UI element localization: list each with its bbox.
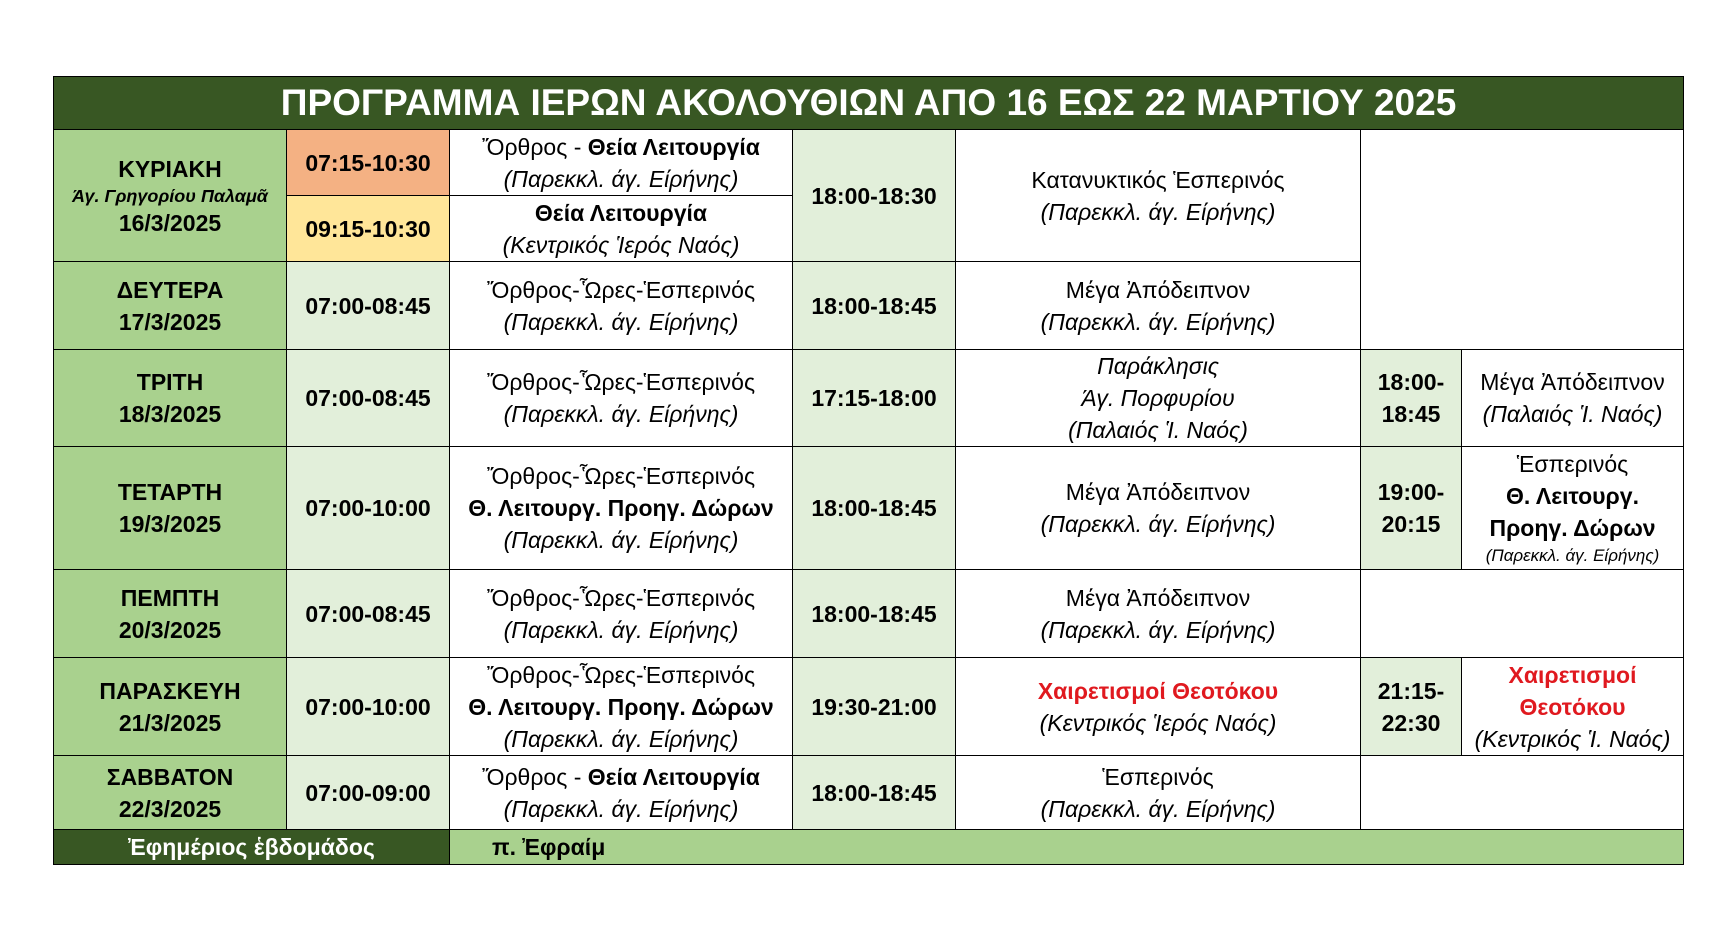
day-date: 21/3/2025 (118, 709, 222, 736)
location-text: (Παρεκκλ. άγ. Είρήνης) (503, 308, 739, 335)
service-text: Μέγα Ἀπόδειπνον (1065, 276, 1251, 303)
service-cell (450, 262, 793, 350)
time-start: 19:00- (1377, 479, 1445, 505)
service-cell (450, 756, 793, 830)
service-cell (1462, 658, 1684, 756)
time-cell: 07:15-10:30 (287, 130, 450, 196)
day-cell (54, 570, 287, 658)
day-name: ΤΡΙΤΗ (136, 369, 204, 395)
location-text: (Παρεκκλ. άγ. Είρήνης) (1485, 546, 1660, 565)
table-row-wednesday (54, 447, 1684, 570)
time-cell: 09:15-10:30 (287, 196, 450, 262)
location-text: (Παρεκκλ. άγ. Είρήνης) (1040, 308, 1276, 335)
service-cell (956, 658, 1361, 756)
service-cell (956, 350, 1361, 447)
time-cell: 07:00-10:00 (287, 658, 450, 756)
service-text-bold: Θεία Λειτουργία (587, 133, 760, 160)
time-cell: 07:00-10:00 (287, 447, 450, 570)
time-start: 21:15- (1377, 677, 1445, 704)
service-text-bold: Θεία Λειτουργία (534, 199, 708, 226)
time-cell: 17:15-18:00 (793, 350, 956, 447)
service-cell (1462, 447, 1684, 570)
location-text: (Παλαιός Ἱ. Ναός) (1482, 401, 1663, 427)
time-cell: 19:30-21:00 (793, 658, 956, 756)
time-cell: 18:00-18:45 (793, 262, 956, 350)
service-cell (1462, 350, 1684, 447)
service-text: Ἑσπερινός (1102, 763, 1214, 790)
empty-cell (1361, 756, 1684, 830)
location-text: (Παρεκκλ. άγ. Είρήνης) (1040, 198, 1276, 225)
table-row-thursday (54, 570, 1684, 658)
location-text: (Παρεκκλ. άγ. Είρήνης) (503, 165, 739, 192)
day-date: 20/3/2025 (118, 616, 222, 643)
service-text: Ὄρθρος-Ὧρες-Ἑσπερινός (486, 463, 756, 489)
location-text: (Παρεκκλ. άγ. Είρήνης) (1040, 795, 1276, 822)
service-text-bold: Θεία Λειτουργία (587, 763, 760, 790)
service-cell (450, 130, 793, 196)
location-text: (Κεντρικός Ἱερός Ναός) (1039, 709, 1277, 736)
service-text: Ὄρθρος-Ὧρες-Ἑσπερινός (486, 661, 756, 688)
service-text: Ὄρθρος-Ὧρες-Ἑσπερινός (486, 369, 756, 395)
table-row-friday (54, 658, 1684, 756)
time-cell: 07:00-09:00 (287, 756, 450, 830)
saint-name: Άγ. Γρηγορίου Παλαμᾶ (72, 185, 268, 206)
service-cell (956, 756, 1361, 830)
location-text: (Παρεκκλ. άγ. Είρήνης) (503, 527, 739, 553)
time-cell: 07:00-08:45 (287, 262, 450, 350)
time-end: 22:30 (1381, 709, 1441, 736)
location-text: (Παρεκκλ. άγ. Είρήνης) (503, 725, 739, 752)
title-row (54, 77, 1684, 130)
service-text-bold: Θ. Λειτουργ. (1506, 483, 1639, 509)
day-cell (54, 658, 287, 756)
location-text: (Παρεκκλ. άγ. Είρήνης) (503, 616, 739, 643)
service-text: Μέγα Ἀπόδειπνον (1480, 369, 1665, 395)
service-cell (450, 570, 793, 658)
day-cell (54, 262, 287, 350)
service-cell (956, 130, 1361, 262)
day-date: 19/3/2025 (118, 511, 222, 537)
service-text-bold: Προηγ. Δώρων (1489, 515, 1656, 541)
location-text: (Κεντρικός Ἱ. Ναός) (1474, 725, 1671, 752)
day-name: ΔΕΥΤΕΡΑ (116, 276, 224, 303)
day-date: 16/3/2025 (118, 209, 222, 236)
service-cell (450, 350, 793, 447)
day-date: 22/3/2025 (118, 795, 222, 822)
service-cell (450, 447, 793, 570)
day-date: 17/3/2025 (118, 308, 222, 335)
service-text: Κατανυκτικός Ἑσπερινός (1031, 166, 1285, 193)
service-text-highlight: Χαιρετισμοί (1508, 661, 1637, 688)
table-row-saturday (54, 756, 1684, 830)
time-cell (1361, 658, 1462, 756)
service-text: Ὄρθρος-Ὧρες-Ἑσπερινός (486, 276, 756, 303)
service-text-bold: Θ. Λειτουργ. Προηγ. Δώρων (468, 495, 774, 521)
time-end: 20:15 (1381, 511, 1441, 537)
service-text: Ἑσπερινός (1516, 451, 1629, 477)
service-cell (450, 196, 793, 262)
day-cell (54, 756, 287, 830)
service-text-highlight: Χαιρετισμοί Θεοτόκου (1037, 677, 1279, 704)
day-name: ΚΥΡΙΑΚΗ (118, 155, 222, 182)
time-cell: 18:00-18:30 (793, 130, 956, 262)
service-text: Ὄρθρος - (482, 763, 588, 790)
table-row-sunday (54, 130, 1684, 196)
day-cell (54, 350, 287, 447)
time-start: 18:00- (1377, 369, 1445, 395)
schedule-table (53, 76, 1684, 865)
time-end: 18:45 (1381, 401, 1441, 427)
service-text: Παράκλησις (1097, 353, 1219, 379)
location-text: (Παλαιός Ἱ. Ναός) (1068, 417, 1248, 443)
empty-cell (1361, 130, 1684, 350)
location-text: (Παρεκκλ. άγ. Είρήνης) (503, 401, 739, 427)
service-text: Μέγα Ἀπόδειπνον (1065, 584, 1251, 611)
service-cell (450, 658, 793, 756)
location-text: (Παρεκκλ. άγ. Είρήνης) (1040, 511, 1276, 537)
service-cell (956, 262, 1361, 350)
time-cell: 18:00-18:45 (793, 756, 956, 830)
time-cell: 07:00-08:45 (287, 350, 450, 447)
table-row-tuesday (54, 350, 1684, 447)
day-name: ΠΕΜΠΤΗ (120, 584, 220, 611)
time-cell (1361, 447, 1462, 570)
service-cell (956, 447, 1361, 570)
footer-value: π. Ἐφραίμ (450, 830, 1684, 865)
footer-row (54, 830, 1684, 865)
day-cell (54, 447, 287, 570)
time-cell: 18:00-18:45 (793, 447, 956, 570)
service-text-highlight: Θεοτόκου (1519, 693, 1626, 720)
time-cell: 18:00-18:45 (793, 570, 956, 658)
footer-label: Ἐφημέριος ἑβδομάδος (54, 830, 450, 865)
empty-cell (1361, 570, 1684, 658)
service-text: Άγ. Πορφυρίου (1081, 385, 1235, 411)
service-text-bold: Θ. Λειτουργ. Προηγ. Δώρων (468, 693, 774, 720)
day-name: ΤΕΤΑΡΤΗ (117, 479, 223, 505)
time-cell (1361, 350, 1462, 447)
time-cell: 07:00-08:45 (287, 570, 450, 658)
day-name: ΣΑΒΒΑΤΟΝ (106, 763, 234, 790)
service-text: Ὄρθρος - (482, 133, 588, 160)
location-text: (Παρεκκλ. άγ. Είρήνης) (503, 795, 739, 822)
schedule-sheet (53, 76, 1683, 865)
day-date: 18/3/2025 (118, 401, 222, 427)
day-cell (54, 130, 287, 262)
service-cell (956, 570, 1361, 658)
page-title: ΠΡΟΓΡΑΜΜΑ ΙΕΡΩΝ ΑΚΟΛΟΥΘΙΩΝ ΑΠΟ 16 ΕΩΣ 22 ΜΑΡΤΙΟΥ 2025 (54, 77, 1684, 130)
location-text: (Κεντρικός Ἱερός Ναός) (502, 231, 740, 258)
day-name: ΠΑΡΑΣΚΕΥΗ (99, 677, 241, 704)
service-text: Μέγα Ἀπόδειπνον (1065, 479, 1251, 505)
location-text: (Παρεκκλ. άγ. Είρήνης) (1040, 616, 1276, 643)
service-text: Ὄρθρος-Ὧρες-Ἑσπερινός (486, 584, 756, 611)
